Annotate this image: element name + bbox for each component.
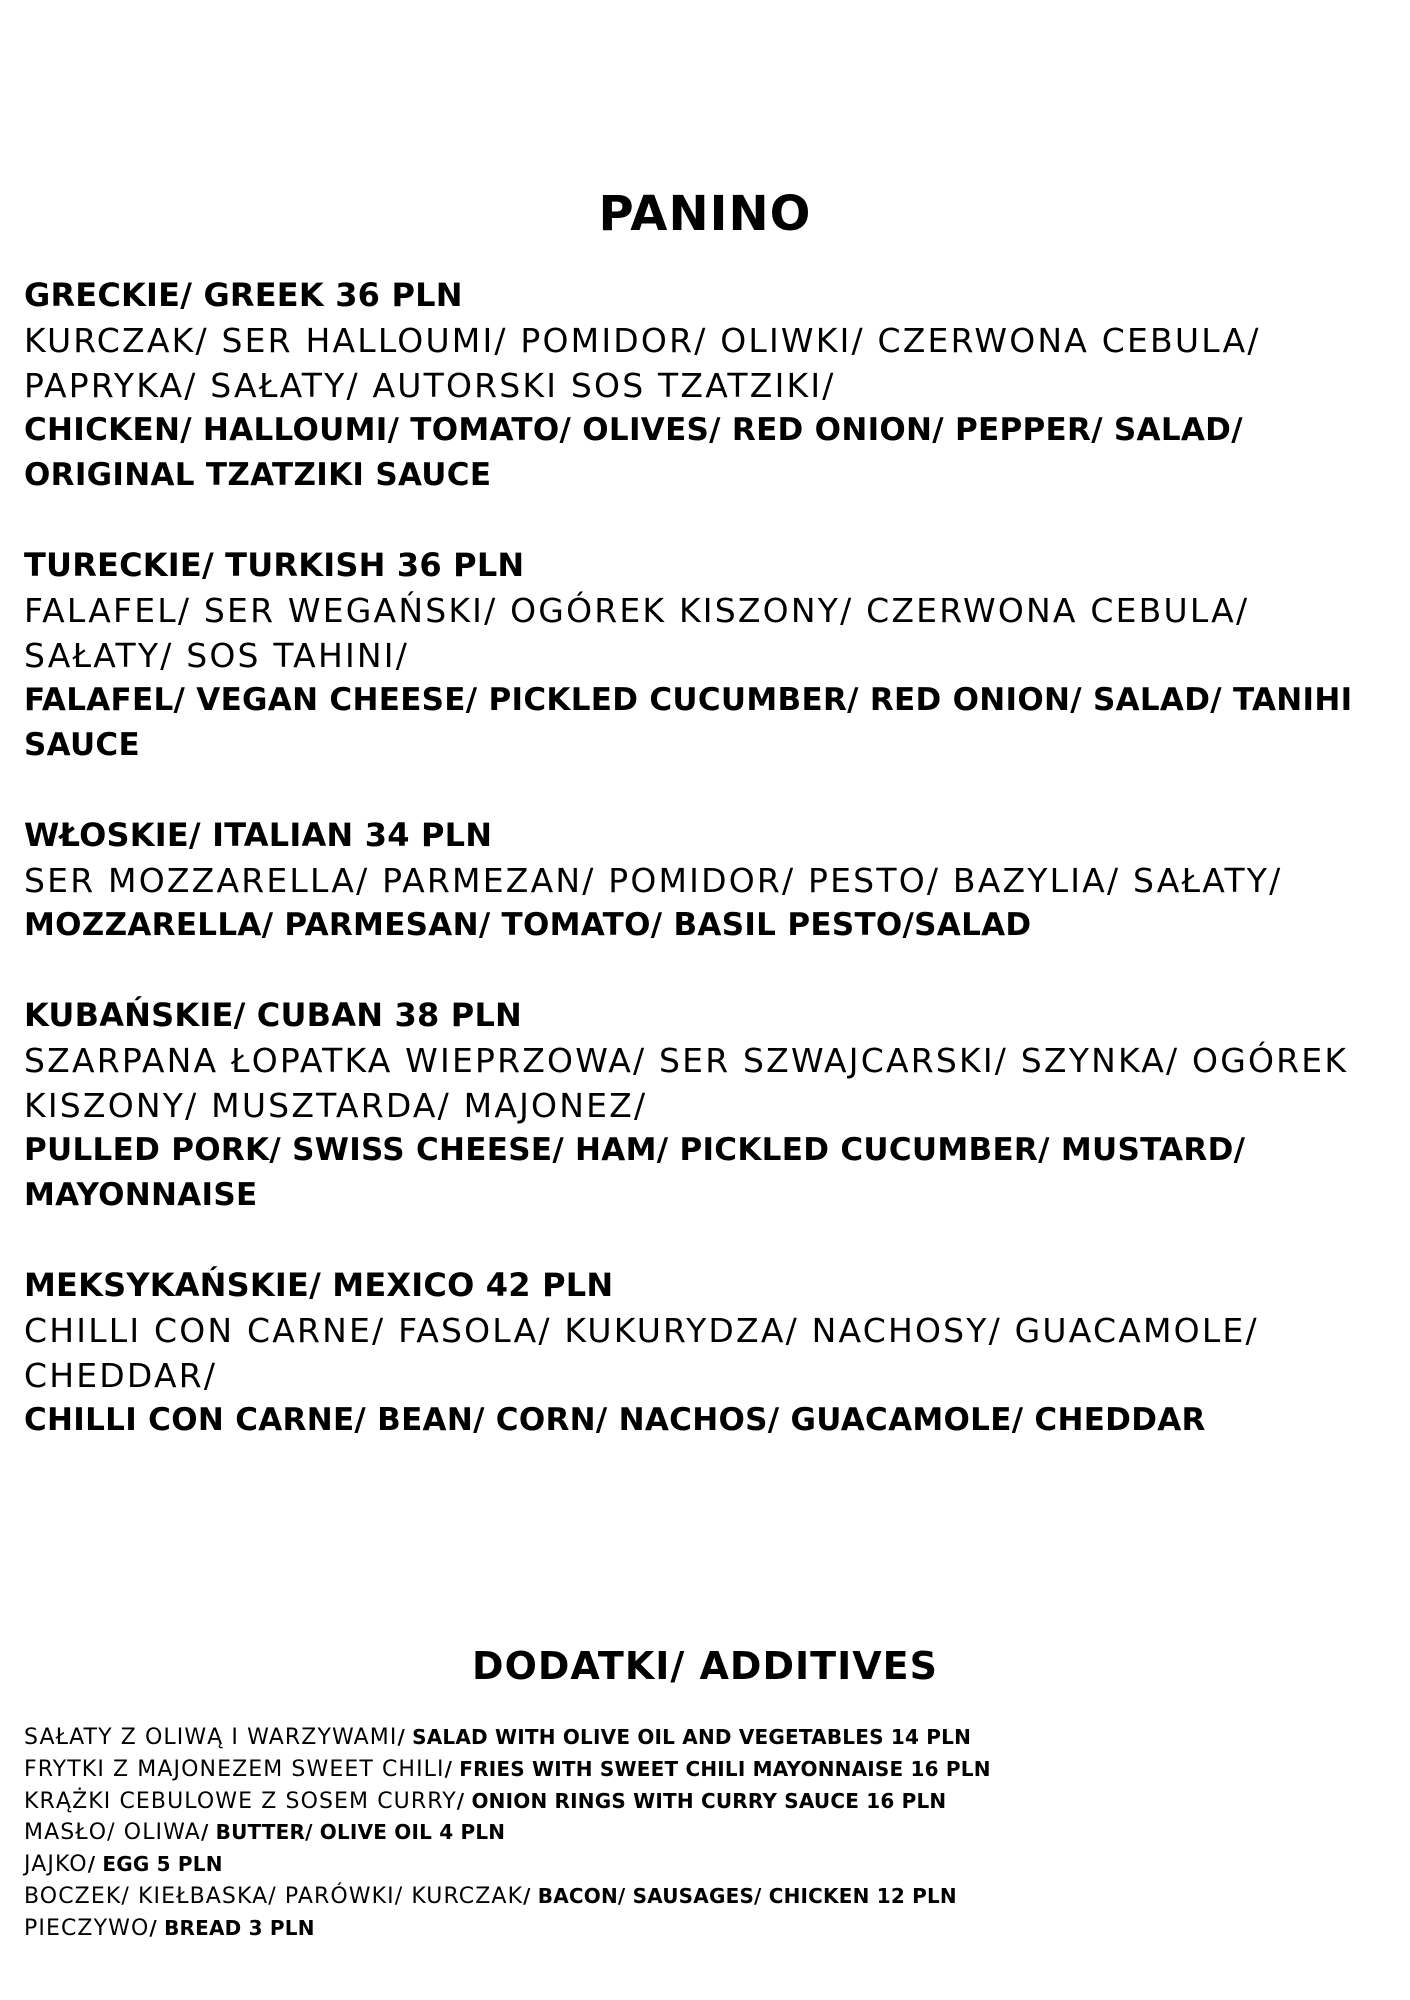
additive-english-name-price: / BACON/ SAUSAGES/ CHICKEN 12 PLN: [523, 1883, 957, 1908]
additive-item: [24, 1754, 1394, 1786]
menu-item: [24, 813, 1394, 948]
additive-polish-name: PIECZYWO: [24, 1915, 150, 1941]
menu-item-english-ingredients: PULLED PORK/ SWISS CHEESE/ HAM/ PICKLED CUCUMBER/ MUSTARD/ MAYONNAISE: [24, 1132, 1246, 1213]
menu-item: [24, 1263, 1394, 1443]
menu-item-english-ingredients: CHICKEN/ HALLOUMI/ TOMATO/ OLIVES/ RED ONION/ PEPPER/ SALAD/ ORIGINAL TZATZIKI SAUCE: [24, 412, 1243, 493]
menu-item-english-ingredients: FALAFEL/ VEGAN CHEESE/ PICKLED CUCUMBER/ RED ONION/ SALAD/ TANIHI SAUCE: [24, 682, 1353, 763]
menu-item-polish-ingredients: KURCZAK/ SER HALLOUMI/ POMIDOR/ OLIWKI/ CZERWONA CEBULA/ PAPRYKA/ SAŁATY/ AUTORSKI SOS TZATZIKI/: [24, 321, 1261, 405]
menu-item-polish-ingredients: SZARPANA ŁOPATKA WIEPRZOWA/ SER SZWAJCARSKI/ SZYNKA/ OGÓREK KISZONY/ MUSZTARDA/ MAJONEZ/: [24, 1041, 1349, 1125]
menu-item-heading: WŁOSKIE/ ITALIAN 34 PLN: [24, 816, 493, 854]
additive-english-name-price: / FRIES WITH SWEET CHILI MAYONNAISE 16 PLN: [444, 1756, 991, 1781]
menu-item-heading: KUBAŃSKIE/ CUBAN 38 PLN: [24, 996, 523, 1034]
additive-item: [24, 1817, 1394, 1849]
menu-item-polish-ingredients: CHILLI CON CARNE/ FASOLA/ KUKURYDZA/ NACHOSY/ GUACAMOLE/ CHEDDAR/: [24, 1311, 1259, 1395]
additives-title: DODATKI/ ADDITIVES: [472, 1644, 938, 1688]
menu-item-heading: MEKSYKAŃSKIE/ MEXICO 42 PLN: [24, 1266, 614, 1304]
panino-menu-list: [24, 273, 1394, 1488]
additive-polish-name: SAŁATY Z OLIWĄ I WARZYWAMI: [24, 1725, 398, 1750]
additive-english-name-price: / BUTTER/ OLIVE OIL 4 PLN: [200, 1820, 506, 1845]
additive-english-name-price: / ONION RINGS WITH CURRY SAUCE 16 PLN: [456, 1788, 947, 1813]
additive-english-name-price: / BREAD 3 PLN: [149, 1915, 315, 1940]
menu-item: [24, 993, 1394, 1218]
menu-item-heading: TURECKIE/ TURKISH 36 PLN: [24, 546, 525, 584]
additive-polish-name: BOCZEK/ KIEŁBASKA/ PARÓWKI/ KURCZAK: [24, 1883, 524, 1909]
additive-english-name-price: / SALAD WITH OLIVE OIL AND VEGETABLES 14 PLN: [397, 1725, 972, 1749]
additive-polish-name: KRĄŻKI CEBULOWE Z SOSEM CURRY: [24, 1788, 457, 1814]
additive-item: [24, 1881, 1394, 1913]
menu-item-polish-ingredients: SER MOZZARELLA/ PARMEZAN/ POMIDOR/ PESTO/ BAZYLIA/ SAŁATY/: [24, 861, 1283, 900]
additive-item: [24, 1913, 1394, 1945]
panino-title: PANINO: [598, 186, 812, 242]
additives-list: [24, 1722, 1394, 1945]
additive-polish-name: FRYTKI Z MAJONEZEM SWEET CHILI: [24, 1756, 445, 1782]
additive-polish-name: MASŁO/ OLIWA: [24, 1820, 201, 1846]
additive-item: [24, 1849, 1394, 1881]
menu-item-heading: GRECKIE/ GREEK 36 PLN: [24, 276, 463, 314]
additive-polish-name: JAJKO: [24, 1852, 88, 1878]
additive-item: [24, 1786, 1394, 1818]
menu-item-english-ingredients: CHILLI CON CARNE/ BEAN/ CORN/ NACHOS/ GUACAMOLE/ CHEDDAR: [24, 1402, 1206, 1438]
menu-item: [24, 273, 1394, 498]
additive-english-name-price: / EGG 5 PLN: [87, 1852, 223, 1877]
menu-item-polish-ingredients: FALAFEL/ SER WEGAŃSKI/ OGÓREK KISZONY/ CZERWONA CEBULA/ SAŁATY/ SOS TAHINI/: [24, 591, 1250, 675]
additive-item: [24, 1722, 1394, 1754]
menu-item-english-ingredients: MOZZARELLA/ PARMESAN/ TOMATO/ BASIL PESTO/SALAD: [24, 907, 1032, 943]
menu-item: [24, 543, 1394, 768]
